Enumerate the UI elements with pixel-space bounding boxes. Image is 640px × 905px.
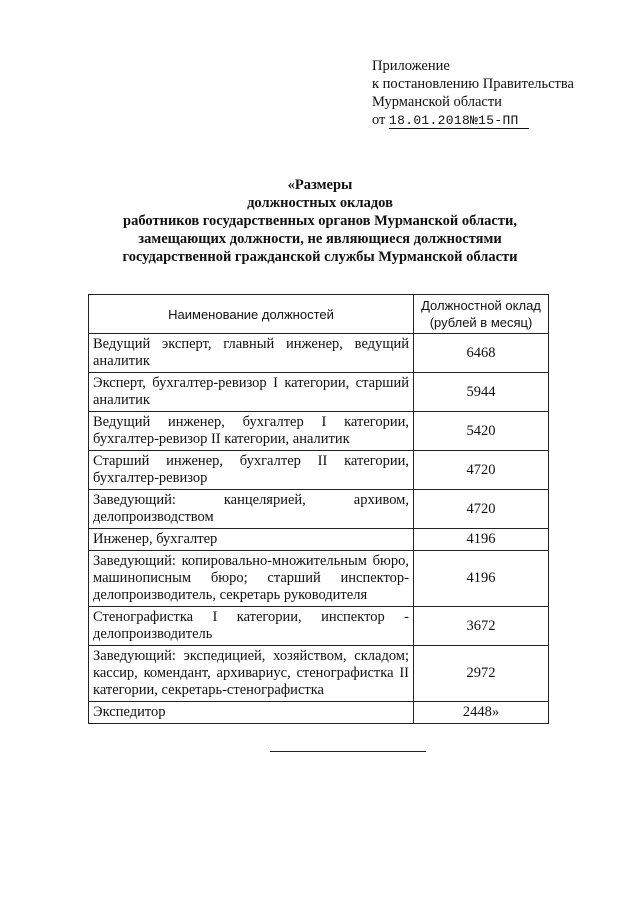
position-cell: Заведующий: канцелярией, архивом, делопроизводством xyxy=(89,490,414,529)
annex-header xyxy=(372,57,574,130)
annex-number: №15-ПП xyxy=(470,113,519,128)
title-line-1: «Размеры xyxy=(287,177,353,193)
table-row xyxy=(89,373,549,412)
position-cell: Экспедитор xyxy=(89,702,414,724)
annex-date-prefix: от xyxy=(372,112,390,128)
header-salary: Должностной оклад (рублей в месяц) xyxy=(414,295,549,334)
position-cell: Заведующий: экспедицией, хозяйством, складом; кассир, комендант, архивариус, стенографистка II категории, секретарь-стенографистка xyxy=(89,646,414,702)
position-cell: Эксперт, бухгалтер-ревизор I категории, старший аналитик xyxy=(89,373,414,412)
table-row xyxy=(89,702,549,724)
title-line-2: должностных окладов xyxy=(247,195,393,211)
header-position: Наименование должностей xyxy=(89,295,414,334)
salary-cell: 5420 xyxy=(414,412,549,451)
table-header-row xyxy=(89,295,549,334)
document-title xyxy=(0,176,640,266)
position-cell: Инженер, бухгалтер xyxy=(89,529,414,551)
annex-date: 18.01.2018 xyxy=(389,113,471,128)
annex-line-3: Мурманской области xyxy=(372,94,502,110)
title-line-4: замещающих должности, не являющиеся должностями xyxy=(138,231,502,247)
salary-cell: 5944 xyxy=(414,373,549,412)
salary-cell: 2448» xyxy=(414,702,549,724)
position-cell: Ведущий инженер, бухгалтер I категории, бухгалтер-ревизор II категории, аналитик xyxy=(89,412,414,451)
position-cell: Заведующий: копировально-множительным бюро, машинописным бюро; старший инспектор-делопроизводитель, секретарь руководителя xyxy=(89,551,414,607)
salary-cell: 4196 xyxy=(414,529,549,551)
salary-cell: 2972 xyxy=(414,646,549,702)
salary-table xyxy=(88,294,549,724)
table-row xyxy=(89,451,549,490)
position-cell: Старший инженер, бухгалтер II категории, бухгалтер-ревизор xyxy=(89,451,414,490)
table-row xyxy=(89,529,549,551)
table-row xyxy=(89,490,549,529)
salary-cell: 4720 xyxy=(414,451,549,490)
title-line-3: работников государственных органов Мурманской области, xyxy=(123,213,517,229)
table-row xyxy=(89,607,549,646)
salary-cell: 4720 xyxy=(414,490,549,529)
table-row xyxy=(89,334,549,373)
position-cell: Стенографистка I категории, инспектор - делопроизводитель xyxy=(89,607,414,646)
annex-line-1: Приложение xyxy=(372,58,450,74)
title-line-5: государственной гражданской службы Мурманской области xyxy=(122,249,518,265)
table-row xyxy=(89,412,549,451)
salary-cell: 6468 xyxy=(414,334,549,373)
salary-cell: 3672 xyxy=(414,607,549,646)
position-cell: Ведущий эксперт, главный инженер, ведущий аналитик xyxy=(89,334,414,373)
salary-cell: 4196 xyxy=(414,551,549,607)
closing-line xyxy=(270,751,426,752)
table-row xyxy=(89,646,549,702)
annex-line-2: к постановлению Правительства xyxy=(372,76,574,92)
table-row xyxy=(89,551,549,607)
annex-line-4 xyxy=(372,111,574,130)
